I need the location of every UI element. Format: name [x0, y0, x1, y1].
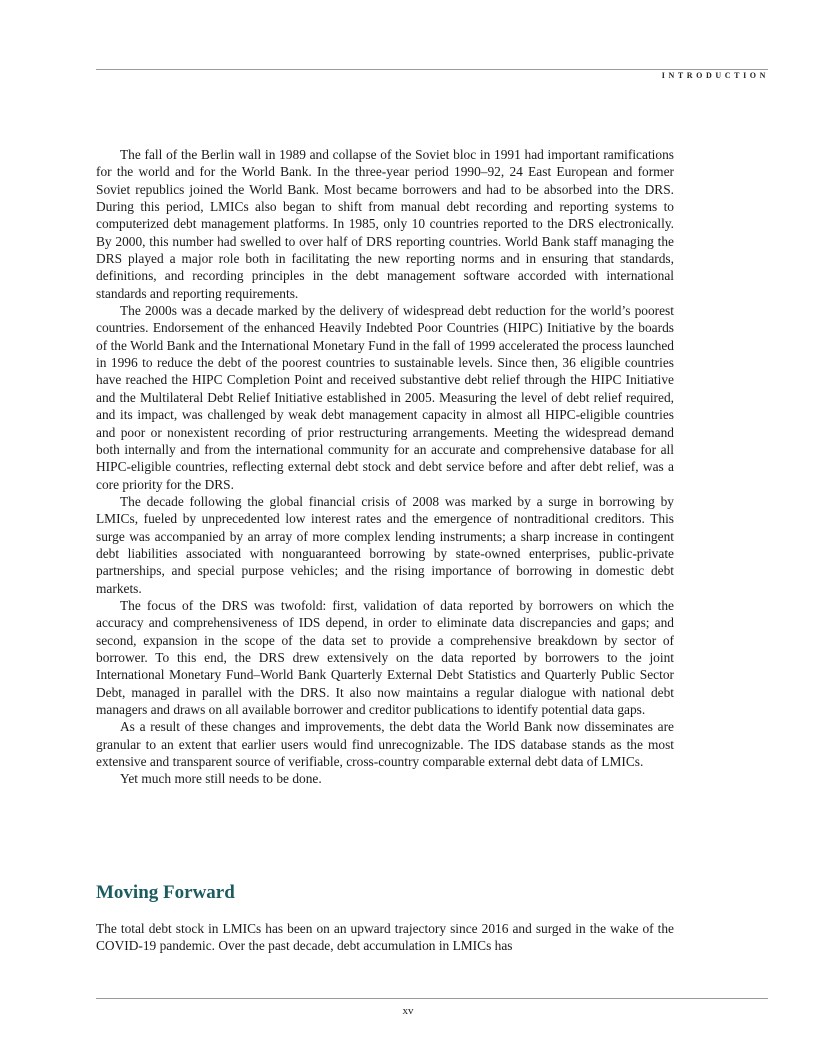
- paragraph: As a result of these changes and improvements, the debt data the World Bank now disseminates are granular to an extent that earlier users would find unrecognizable. The IDS database stands as the most extensive and transparent source of verifiable, cross-country comparable external debt data of LMICs.: [96, 719, 674, 770]
- bottom-rule: [96, 998, 768, 999]
- paragraph: The focus of the DRS was twofold: first, validation of data reported by borrowers on which the accuracy and comprehensiveness of IDS depend, in order to eliminate data discrepancies and gaps; and second, expansion in the scope of the data set to provide a comprehensive breakdown by sector of borrower. To this end, the DRS drew extensively on the data reported by borrowers to the joint International Monetary Fund–World Bank Quarterly External Debt Statistics and Quarterly Public Sector Debt, managed in parallel with the DRS. It also now maintains a regular dialogue with national debt managers and draws on all available borrower and creditor publications to identify potential data gaps.: [96, 597, 674, 717]
- paragraph: The 2000s was a decade marked by the delivery of widespread debt reduction for the world’s poorest countries. Endorsement of the enhanced Heavily Indebted Poor Countries (HIPC) Initiative by the boards of the World Bank and the International Monetary Fund in the fall of 1999 accelerated the process launched in 1996 to reduce the debt of the poorest countries to sustainable levels. Since then, 36 eligible countries have reached the HIPC Completion Point and received substantive debt relief through the HIPC Initiative and the Multilateral Debt Relief Initiative established in 2005. Measuring the level of debt relief required, and its impact, was challenged by weak debt management capacity in almost all HIPC-eligible countries and poor or nonexistent recording of prior restructuring arrangements. Meeting the widespread demand both internally and from the international community for an accurate and comprehensive database for all HIPC-eligible countries, reflecting external debt stock and debt service before and after debt relief, was a core priority for the DRS.: [96, 303, 674, 492]
- paragraph: Yet much more still needs to be done.: [120, 771, 322, 787]
- paragraph: The fall of the Berlin wall in 1989 and collapse of the Soviet bloc in 1991 had important ramifications for the world and for the World Bank. In the three-year period 1990–92, 24 East European and former Soviet republics joined the World Bank. Most became borrowers and had to be absorbed into the DRS. During this period, LMICs also began to shift from manual debt recording and reporting systems to computerized debt management platforms. In 1985, only 10 countries reported to the DRS electronically. By 2000, this number had swelled to over half of DRS reporting countries. World Bank staff managing the DRS played a major role both in facilitating the new reporting norms and in ensuring that standards, definitions, and recording principles in the debt management software accorded with international standards and reporting requirements.: [96, 147, 674, 301]
- section-heading: Moving Forward: [96, 882, 235, 903]
- section-paragraph: The total debt stock in LMICs has been on an upward trajectory since 2016 and surged in the wake of the COVID-19 pandemic. Over the past decade, debt accumulation in LMICs has: [96, 921, 674, 954]
- paragraph: The decade following the global financial crisis of 2008 was marked by a surge in borrowing by LMICs, fueled by unprecedented low interest rates and the emergence of nontraditional creditors. This surge was accompanied by an array of more complex lending instruments; a sharp increase in contingent debt liabilities associated with nonguaranteed borrowing by state-owned enterprises, public-private partnerships, and special purpose vehicles; and the rising importance of borrowing in domestic debt markets.: [96, 493, 674, 596]
- top-rule: [96, 69, 768, 70]
- running-head: INTRODUCTION: [661, 71, 769, 80]
- page-number: xv: [402, 1005, 414, 1017]
- body-text: [96, 146, 674, 788]
